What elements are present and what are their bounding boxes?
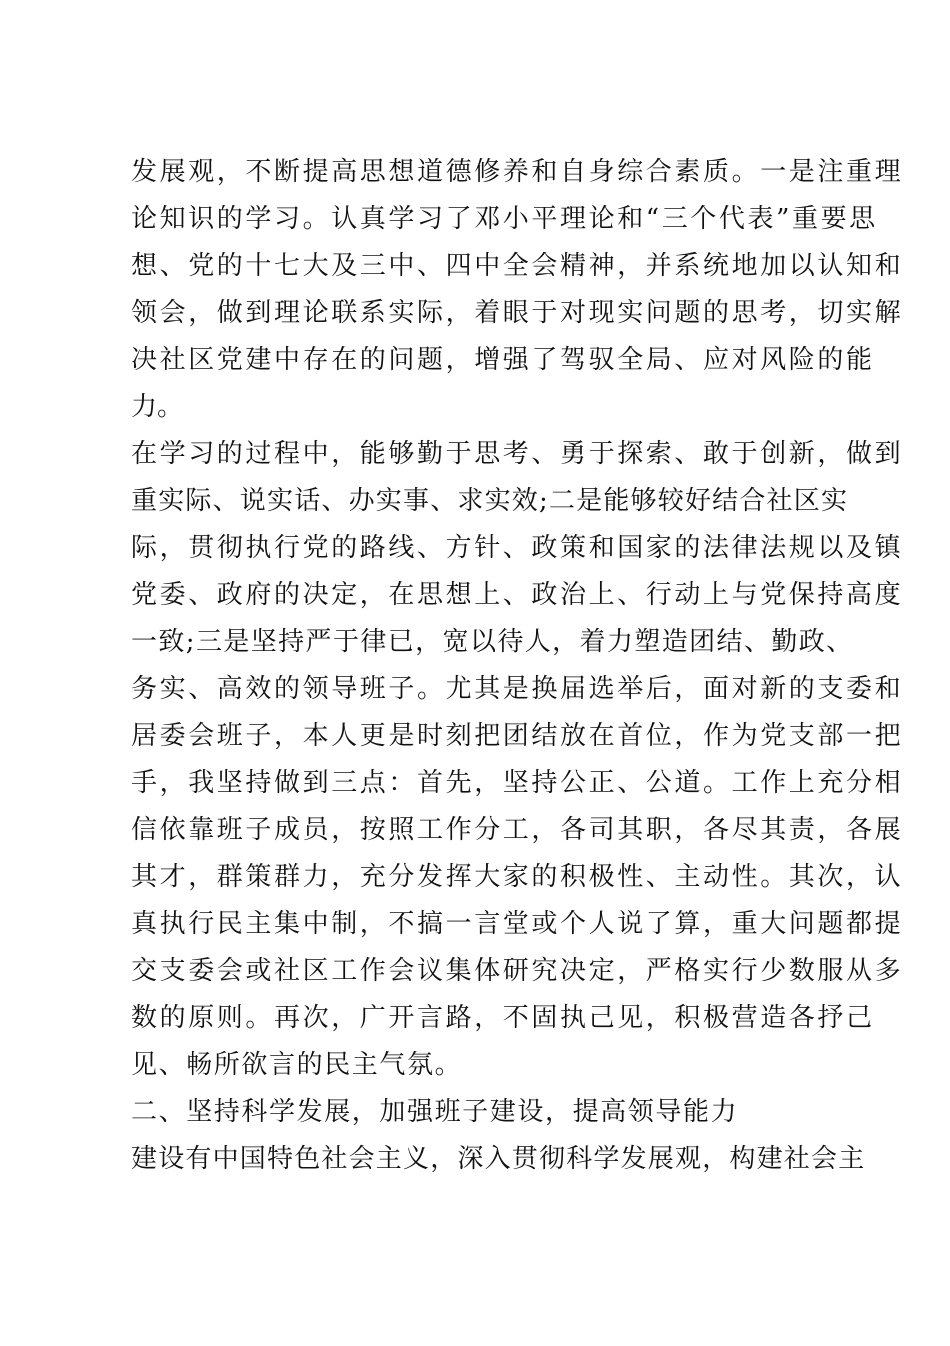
text-line: 信依靠班子成员，按照工作分工，各司其职，各尽其责，各展 xyxy=(131,815,904,845)
text-line: 数的原则。再次，广开言路，不固执己见，积极营造各抒己 xyxy=(131,1003,875,1033)
text-line: 发展观，不断提高思想道德修养和自身综合素质。一是注重理 xyxy=(131,157,904,187)
text-line: 真执行民主集中制，不搞一言堂或个人说了算，重大问题都提 xyxy=(131,909,904,939)
text-line: 居委会班子，本人更是时刻把团结放在首位，作为党支部一把 xyxy=(131,721,904,751)
text-line: 决社区党建中存在的问题，增强了驾驭全局、应对风险的能 xyxy=(131,345,875,375)
text-line: 党委、政府的决定，在思想上、政治上、行动上与党保持高度 xyxy=(131,580,904,610)
text-line: 一致;三是坚持严于律已，宽以待人，着力塑造团结、勤政、 xyxy=(131,627,854,657)
text-line: 力。 xyxy=(131,392,184,422)
text-line: 领会，做到理论联系实际，着眼于对现实问题的思考，切实解 xyxy=(131,298,904,328)
text-line: 见、畅所欲言的民主气氛。 xyxy=(131,1050,463,1080)
text-line: 在学习的过程中，能够勤于思考、勇于探索、敢于创新，做到 xyxy=(131,439,904,469)
text-line: 论知识的学习。认真学习了邓小平理论和“三个代表”重要思 xyxy=(131,204,878,234)
text-line: 重实际、说实话、办实事、求实效;二是能够较好结合社区实 xyxy=(131,486,849,516)
text-line: 想、党的十七大及三中、四中全会精神，并系统地加以认知和 xyxy=(131,251,904,281)
text-line: 其才，群策群力，充分发挥大家的积极性、主动性。其次，认 xyxy=(131,862,904,892)
text-line: 交支委会或社区工作会议集体研究决定，严格实行少数服从多 xyxy=(131,956,904,986)
text-line: 际，贯彻执行党的路线、方针、政策和国家的法律法规以及镇 xyxy=(131,533,904,563)
text-line: 建设有中国特色社会主义，深入贯彻科学发展观，构建社会主 xyxy=(131,1144,866,1174)
text-line: 务实、高效的领导班子。尤其是换届选举后，面对新的支委和 xyxy=(131,674,904,704)
section-heading: 二、坚持科学发展，加强班子建设，提高领导能力 xyxy=(131,1097,739,1127)
text-line: 手，我坚持做到三点：首先，坚持公正、公道。工作上充分相 xyxy=(131,768,904,798)
